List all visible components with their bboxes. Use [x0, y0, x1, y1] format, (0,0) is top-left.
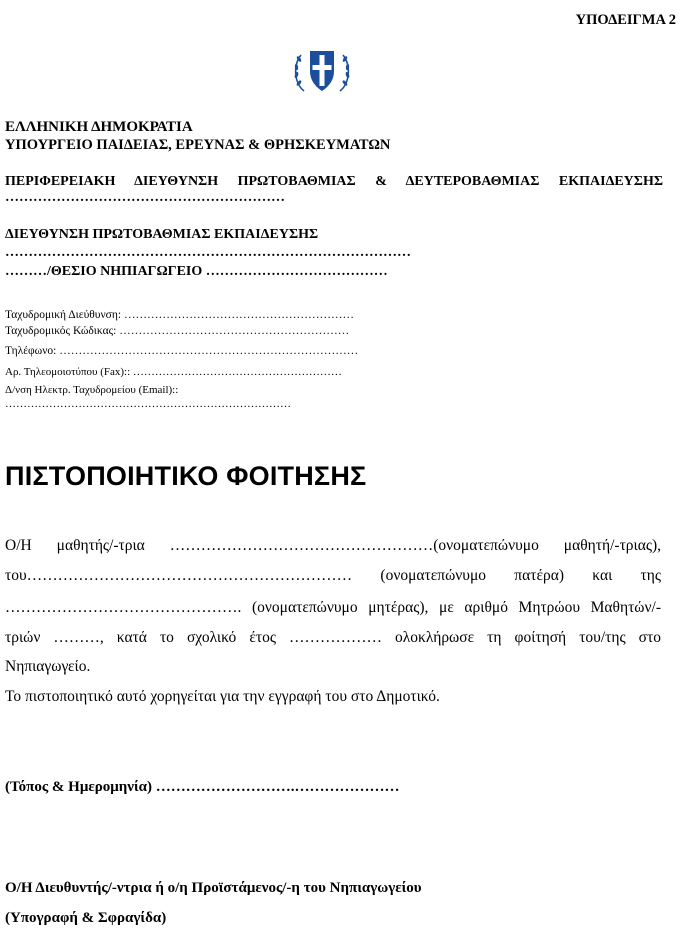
ministry-heading: ΥΠΟΥΡΓΕΙΟ ΠΑΙΔΕΙΑΣ, ΕΡΕΥΝΑΣ & ΘΡΗΣΚΕΥΜΑΤΩΝ — [5, 137, 391, 153]
postal-code-field: Ταχυδρομικός Κώδικας: …………………………………………………… — [5, 325, 350, 337]
email-field: Δ/νση Ηλεκτρ. Ταχυδρομείου (Email):: …………………………………………………………………… — [5, 384, 291, 410]
body-line-student: Ο/Η μαθητής/-τρια ……………………………………………(ονοματεπώνυμο μαθητή/-τριας), — [5, 537, 661, 554]
primary-directorate-heading: ΔΙΕΥΘΥΝΣΗ ΠΡΩΤΟΒΑΘΜΙΑΣ ΕΚΠΑΙΔΕΥΣΗΣ …………………………………………………………………………… — [5, 227, 411, 260]
model-label: ΥΠΟΔΕΙΓΜΑ 2 — [575, 12, 676, 28]
regional-directorate-heading: ΠΕΡΙΦΕΡΕΙΑΚΗ ΔΙΕΥΘΥΝΣΗ ΠΡΩΤΟΒΑΘΜΙΑΣ & ΔΕΥΤΕΡΟΒΑΘΜΙΑΣ ΕΚΠΑΙΔΕΥΣΗΣ — [5, 174, 663, 189]
place-date-line: (Τόπος & Ημερομηνία) ……………………….………………… — [5, 779, 400, 795]
body-line-kindergarten: Νηπιαγωγείο. — [5, 658, 91, 675]
regional-directorate-blank: …………………………………………………… — [5, 190, 285, 205]
postal-address-field: Ταχυδρομική Διεύθυνση: …………………………………………………… — [5, 309, 354, 321]
republic-heading: ΕΛΛΗΝΙΚΗ ΔΗΜΟΚΡΑΤΙΑ — [5, 119, 193, 135]
body-line-father: του……………………………………………………… (ονοματεπώνυμο πατέρα) και της — [5, 567, 661, 584]
signer-title: Ο/Η Διευθυντής/-ντρια ή ο/η Προϊστάμενος/-η του Νηπιαγωγείου — [5, 880, 422, 896]
fax-field: Αρ. Τηλεομοιοτύπου (Fax):: ………………………………………………… — [5, 366, 342, 378]
body-line-purpose: Το πιστοποιητικό αυτό χορηγείται για την εγγραφή του στο Δημοτικό. — [5, 688, 440, 705]
signature-note: (Υπογραφή & Σφραγίδα) — [5, 910, 167, 926]
body-line-school-year: τριών ………, κατά το σχολικό έτος ……………… ολοκλήρωσε τη φοίτησή του/της στο — [5, 629, 661, 646]
school-heading: ………/ΘΕΣΙΟ ΝΗΠΙΑΓΩΓΕΙΟ ………………………………… — [5, 264, 388, 279]
greek-coat-of-arms-icon — [290, 45, 354, 97]
document-title: ΠΙΣΤΟΠΟΙΗΤΙΚΟ ΦΟΙΤΗΣΗΣ — [5, 461, 367, 491]
body-line-mother: ………………………………………. (ονοματεπώνυμο μητέρας), με αριθμό Μητρώου Μαθητών/- — [5, 599, 661, 616]
phone-field: Τηλέφωνο: …………………………………………………………………… — [5, 345, 359, 357]
